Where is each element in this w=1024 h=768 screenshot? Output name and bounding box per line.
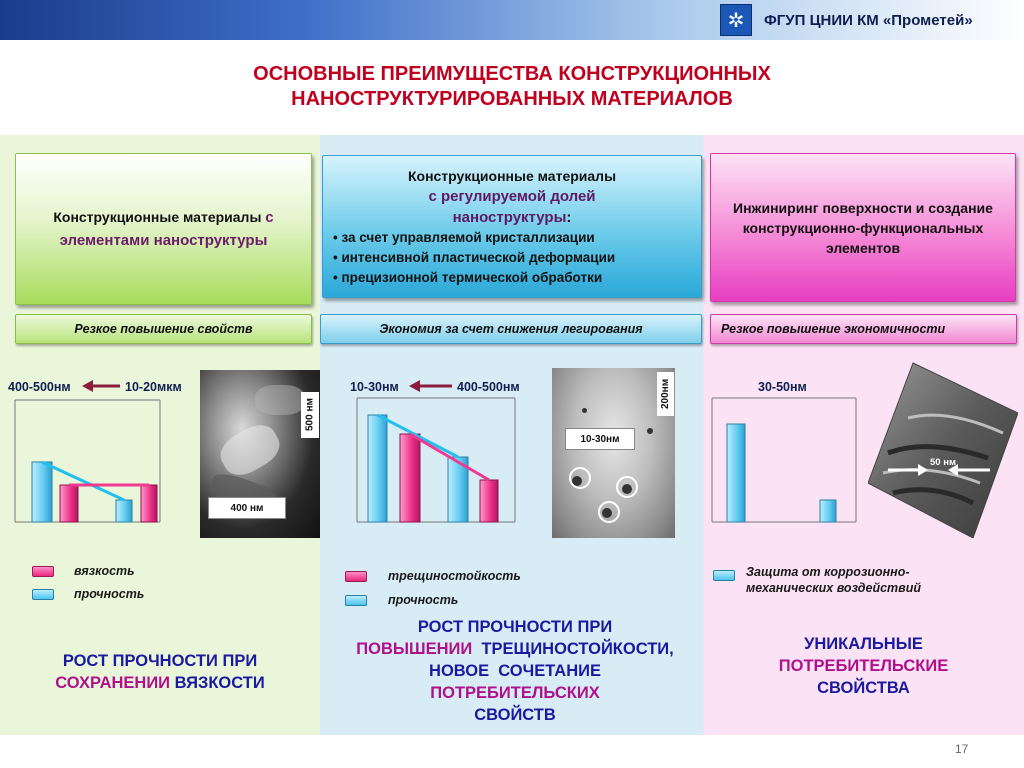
legend-swatch-crack-resistance [345,571,367,582]
chart-1-trend-0 [42,462,124,500]
chart-1-bar-0-1 [116,500,132,522]
conclusion-col1 [0,650,320,694]
legend-protection-line-2: механических воздействий [746,581,921,595]
panel-2-sub-2: наноструктуры [452,208,567,226]
chart-2-bar-1-0 [400,434,420,522]
legend-strength: прочность [74,587,145,601]
title-line-2: НАНОСТРУКТУРИРОВАННЫХ МАТЕРИАЛОВ [291,88,733,110]
legend-swatch-strength-2 [345,595,367,606]
panel-3-text: Инжиниринг поверхности и создание конструкционно-функциональных элементов [733,199,993,256]
col3-size: 30-50нм [758,380,807,394]
page-number: 17 [955,742,969,756]
conclusion-col3-line3: СВОЙСТВА [817,679,910,697]
conclusion-col1-line2b: ВЯЗКОСТИ [170,674,265,692]
legend-swatch-strength [32,589,54,600]
panel-2-sub-1: с регулируемой долей [428,187,596,205]
scale-tag-200nm: 200нм [657,372,674,416]
strip-property-increase: Резкое повышение свойств [15,314,312,344]
snowflake-logo-icon: ✲ [720,4,752,36]
legend-toughness: вязкость [74,564,135,578]
scale-tag-400nm: 400 нм [208,497,286,519]
conclusion-col2-line2a: ПОВЫШЕНИИ [356,640,473,658]
col2-size-from: 10-30нм [350,380,399,394]
conclusion-col1-line1: РОСТ ПРОЧНОСТИ ПРИ [62,652,258,670]
conclusion-col1-line2a: СОХРАНЕНИИ [55,674,171,692]
col1-size-to: 10-20мкм [125,380,182,394]
scale-tag-10-30nm: 10-30нм [565,428,635,450]
col1-size-from: 400-500нм [8,380,71,394]
chart-1-bar-0-0 [32,462,52,522]
legend-protection-line-1: Защита от коррозионно- [746,565,910,579]
scale-tag-50nm: 50 нм [930,457,956,468]
strip-alloy-savings: Экономия за счет снижения легирования [320,314,702,344]
chart-1-bar-1-1 [141,485,157,522]
particle-ring-1 [569,467,591,489]
conclusion-col3-line2: ПОТРЕБИТЕЛЬСКИЕ [778,657,949,675]
legend-swatch-protection [713,570,735,581]
chart-2-bar-1-1 [480,480,498,522]
conclusion-col2-line1: РОСТ ПРОЧНОСТИ ПРИ [417,618,613,636]
conclusion-col2-line3: НОВОЕ СОЧЕТАНИЕ [429,662,601,680]
chart-3-bar-0-1 [820,500,836,522]
legend-protection [746,564,921,596]
particle-ring-3 [598,501,620,523]
chart-2-bar-0-0 [368,415,387,522]
particle-ring-2 [616,476,638,498]
panel-1-text-b: с элементами наноструктуры [59,209,274,249]
legend-crack-resistance: трещиностойкость [388,569,521,583]
size-arrow-col2-head [409,380,420,392]
conclusion-col2-line2b: ТРЕЩИНОСТОЙКОСТИ, [472,640,674,658]
title-line-1: ОСНОВНЫЕ ПРЕИМУЩЕСТВА КОНСТРУКЦИОННЫХ [253,63,771,85]
legend-strength-2: прочность [388,593,459,607]
strip-economy-increase: Резкое повышение экономичности [710,314,1017,344]
conclusion-col2-line5: СВОЙСТВ [474,706,556,724]
panel-1-text-a: Конструкционные материалы [53,209,266,225]
chart-1-bar-1-0 [60,485,78,522]
panel-2-bullet-2: • интенсивной пластической деформации [333,249,616,265]
conclusion-col3 [703,633,1024,699]
scale-tag-500nm: 500 нм [301,392,319,438]
nanostructure-surface-image [868,358,1018,538]
panel-2-bullet-1: • за счет управляемой кристаллизации [333,229,595,245]
legend-swatch-toughness [32,566,54,577]
panel-2-heading: Конструкционные материалы [407,167,617,184]
chart-3-bar-0-0 [727,424,745,522]
organization-name: ФГУП ЦНИИ КМ «Прометей» [764,12,973,29]
size-arrow-col1-head [82,380,93,392]
col2-size-to: 400-500нм [457,380,520,394]
conclusion-col2 [320,616,710,726]
conclusion-col2-line4: ПОТРЕБИТЕЛЬСКИХ [430,684,600,702]
conclusion-col3-line1: УНИКАЛЬНЫЕ [804,635,923,653]
panel-2-colon: : [566,208,572,226]
panel-2-bullet-3: • прецизионной термической обработки [333,269,603,285]
